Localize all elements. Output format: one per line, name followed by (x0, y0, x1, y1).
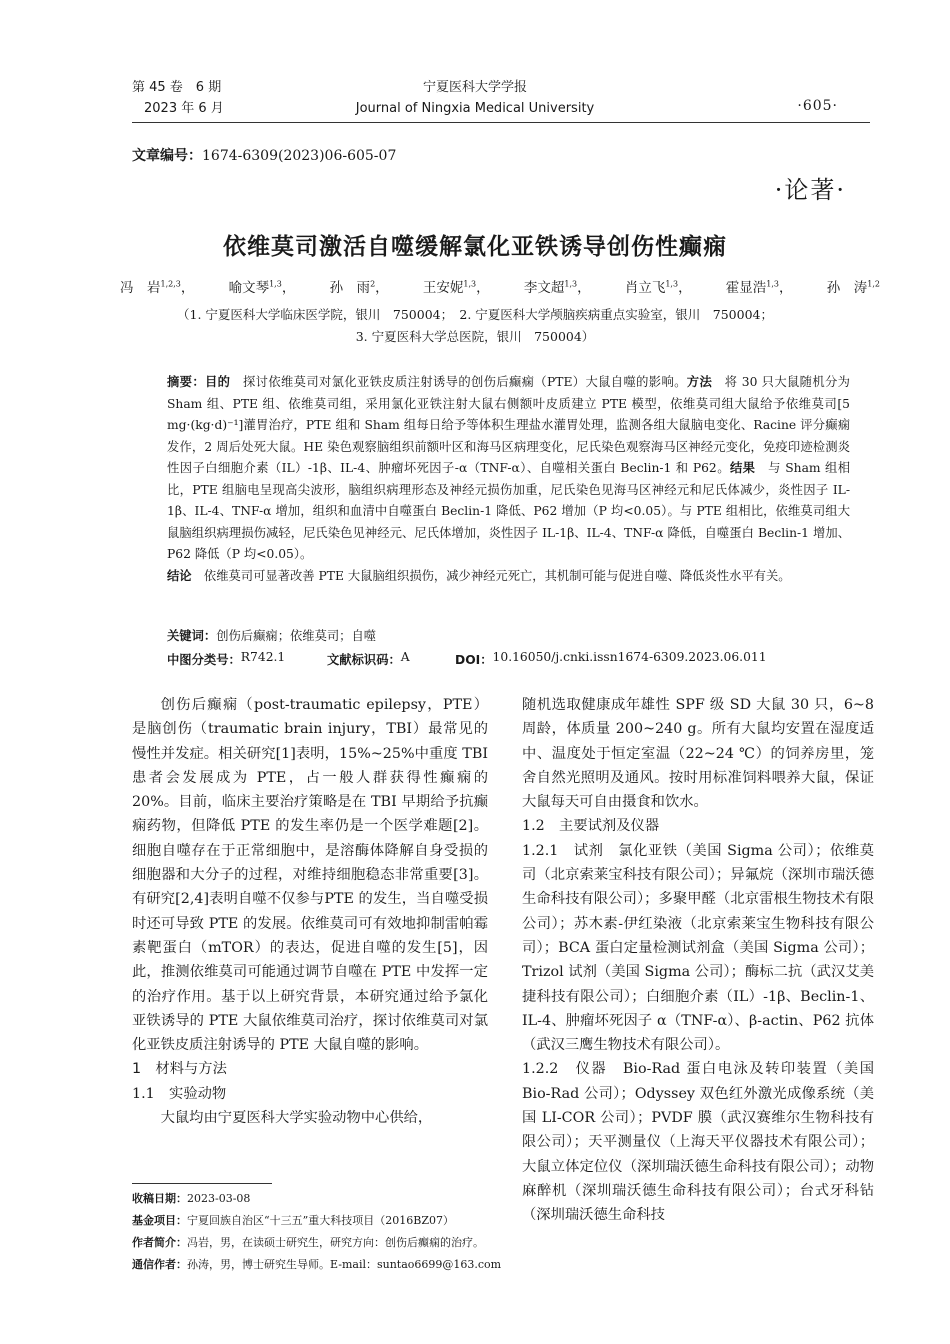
footnote-rule (132, 1183, 272, 1184)
keywords (167, 626, 376, 644)
keywords-value: 创伤后癫痫；依维莫司；自噬 (216, 629, 377, 643)
clc-code: 中图分类号： R742.1 (167, 650, 286, 667)
article-title: 依维莫司激活自噬缓解氯化亚铁诱导创伤性癫痫 (223, 234, 727, 260)
abstract-label: 摘要： (167, 375, 205, 389)
keywords-label: 关键词： (167, 629, 217, 643)
intro-paragraph: 创伤后癫痫（post-traumatic epilepsy，PTE）是脑创伤（traumatic brain injury，TBI）最常见的慢性并发症。相关研究[1]表明，15%~25%中重度 TBI 患者会发展成为 PTE，占一般人群获得性癫痫的 20%。目前，临床主要治疗策略是在 TBI 早期给予抗癫痫药物，但降低 PTE 的发生率仍是一个医学难题[2]。细胞自噬存在于正常细胞中，是溶酶体降解自身受损的细胞器和大分子的过程，对维持细胞稳态非常重要[3]。有研究[2,4]表明自噬不仅参与PTE 的发生，当自噬受损时还可导致 PTE 的发展。依维莫司可有效地抑制雷帕霉素靶蛋白（mTOR）的表达，促进自噬的发生[5]，因此，推测依维莫司可能通过调节自噬在 PTE 中发挥一定的治疗作用。基于以上研究背景，本研究通过给予氯化亚铁诱导的 PTE 大鼠依维莫司治疗，探讨依维莫司对氯化亚铁皮质注射诱导的 PTE 大鼠自噬的影响。 (132, 697, 488, 1054)
doc-code: 文献标识码： A (327, 650, 410, 667)
issue-date: 2023 年 6 月 (144, 101, 224, 116)
author: 王安妮$^{1,3}$， (422, 279, 490, 296)
author: 孙 涛$^{1,2}$ (826, 279, 880, 296)
methods-text: 将 30 只大鼠随机分为 Sham 组、PTE 组、依维莫司组，采用氯化亚铁注射大鼠右侧额叶皮质建立 PTE 模型，依维莫司组大鼠给予依维莫司[5 mg·(kg·d)⁻¹]灌胃治疗，PTE 组和 Sham 组每日给予等体积生理盐水灌胃处理，监测各组大鼠脑电变化、Racine 评分癫痫发作，2 周后处死大鼠。HE 染色观察脑组织前额叶区和海马区病理变化，尼氏染色观察海马区神经元变化，免疫印迹检测炎性因子白细胞介素（IL）-1β、IL-4、肿瘤坏死因子-α（TNF-α）、自噬相关蛋白 Beclin-1 和 P62。 (167, 375, 850, 475)
affiliations (0, 304, 950, 348)
author: 孙 雨$^2$， (329, 279, 389, 296)
objective-label: 目的 (205, 375, 231, 389)
corresponding-author: 通信作者：孙涛，男，博士研究生导师。E-mail：suntao6699@163.com (132, 1258, 502, 1271)
conclusion-text: 依维莫司可显著改善 PTE 大鼠脑组织损伤，减少神经元死亡，其机制可能与促进自噬、降低炎性水平有关。 (191, 568, 791, 583)
footnotes (132, 1188, 512, 1276)
author: 喻文琴$^{1,3}$， (228, 279, 296, 296)
author-list (120, 276, 880, 296)
article-number (132, 145, 396, 165)
page-header (0, 0, 950, 130)
body-paragraph: 随机选取健康成年雄性 SPF 级 SD 大鼠 30 只，6~8 周龄，体质量 200~240 g。所有大鼠均安置在湿度适中、温度处于恒定室温（22~24 ℃）的饲养房里，笼舍自然光照明及通风。按时用标准饲料喂养大鼠，保证大鼠每天可自由摄食和饮水。 (522, 697, 874, 811)
body-paragraph: 大鼠均由宁夏医科大学实验动物中心供给， (160, 1110, 433, 1127)
affiliation-line: 3. 宁夏医科大学总医院，银川 750004） (355, 329, 595, 344)
body-paragraph: 1.2.1 试剂 氯化亚铁（美国 Sigma 公司）；依维莫司（北京索莱宝科技有限公司）；异氟烷（深圳市瑞沃德生命科技有限公司）；多聚甲醛（北京雷根生物技术有限公司）；苏木素-伊红染液（北京索莱宝生物科技有限公司）；BCA 蛋白定量检测试剂盒（美国 Sigma 公司）；Trizol 试剂（美国 Sigma 公司）；酶标二抗（武汉艾美捷科技有限公司）；白细胞介素（IL）-1β、Beclin-1、IL-4、肿瘤坏死因子 α（TNF-α）、β-actin、P62 抗体（武汉三鹰生物技术有限公司）。 (522, 842, 874, 1054)
article-number-value: 1674-6309(2023)06-605-07 (202, 148, 397, 164)
abstract (167, 372, 850, 587)
funding: 基金项目：宁夏回族自治区“十三五”重大科技项目（2016BZ07） (132, 1214, 454, 1227)
objective-text: 探讨依维莫司对氯化亚铁皮质注射诱导的创伤后癫痫（PTE）大鼠自噬的影响。 (230, 375, 687, 389)
author: 霍显浩$^{1,3}$， (725, 279, 793, 296)
body-column-left (132, 693, 488, 1130)
subsection-heading: 1.2 主要试剂及仪器 (522, 818, 660, 835)
volume: 第 45 卷 6 期 (132, 80, 222, 95)
author-bio: 作者简介：冯岩，男，在读硕士研究生，研究方向：创伤后癫痫的治疗。 (132, 1236, 484, 1249)
subsection-heading: 1.1 实验动物 (132, 1085, 227, 1102)
results-label: 结果 (729, 461, 756, 475)
body-paragraph: 1.2.2 仪器 Bio-Rad 蛋白电泳及转印装置（美国 Bio-Rad 公司）；Odyssey 双色红外激光成像系统（美国 LI-COR 公司）；PVDF 膜（武汉赛维尔生物科技有限公司）；天平测量仪（上海天平仪器技术有限公司）；大鼠立体定位仪（深圳瑞沃德生命科技有限公司）；动物麻醉机（深圳瑞沃德生命科技有限公司）；台式牙科钻（深圳瑞沃德生命科技 (522, 1061, 874, 1224)
journal-en: Journal of Ningxia Medical University (355, 101, 595, 116)
article-number-label: 文章编号： (132, 148, 202, 164)
conclusion-label: 结论 (167, 568, 192, 583)
methods-label: 方法 (686, 375, 713, 389)
results-text: 与 Sham 组相比，PTE 组脑电呈现高尖波形，脑组织病理形态及神经元损伤加重，尼氏染色见海马区神经元和尼氏体减少，炎性因子 IL-1β、IL-4、TNF-α 增加，组织和血清中自噬蛋白 Beclin-1 降低、P62 增加（P 均<0.05）。与 PTE 组相比，依维莫司组大鼠脑组织病理损伤减轻，尼氏染色见神经元、尼氏体增加，炎性因子 IL-1β、IL-4、TNF-α 降低，自噬蛋白 Beclin-1 增加、P62 降低（P 均<0.05）。 (167, 461, 850, 561)
body-column-right (522, 693, 874, 1228)
doi: DOI： 10.16050/j.cnki.issn1674-6309.2023.06.011 (455, 650, 767, 667)
section-tag: ·论著· (774, 176, 846, 204)
received-date: 收稿日期：2023-03-08 (132, 1192, 251, 1205)
page-number: ·605· (797, 98, 838, 114)
journal-cn: 宁夏医科大学学报 (422, 80, 527, 95)
author: 冯 岩$^{1,2,3}$， (120, 279, 195, 296)
author: 李文超$^{1,3}$， (523, 279, 591, 296)
header-rule (132, 122, 870, 123)
section-heading: 1 材料与方法 (132, 1061, 227, 1078)
affiliation-line: （1. 宁夏医科大学临床医学院，银川 750004； 2. 宁夏医科大学颅脑疾病重点实验室，银川 750004； (177, 307, 773, 322)
author: 肖立飞$^{1,3}$， (624, 279, 692, 296)
